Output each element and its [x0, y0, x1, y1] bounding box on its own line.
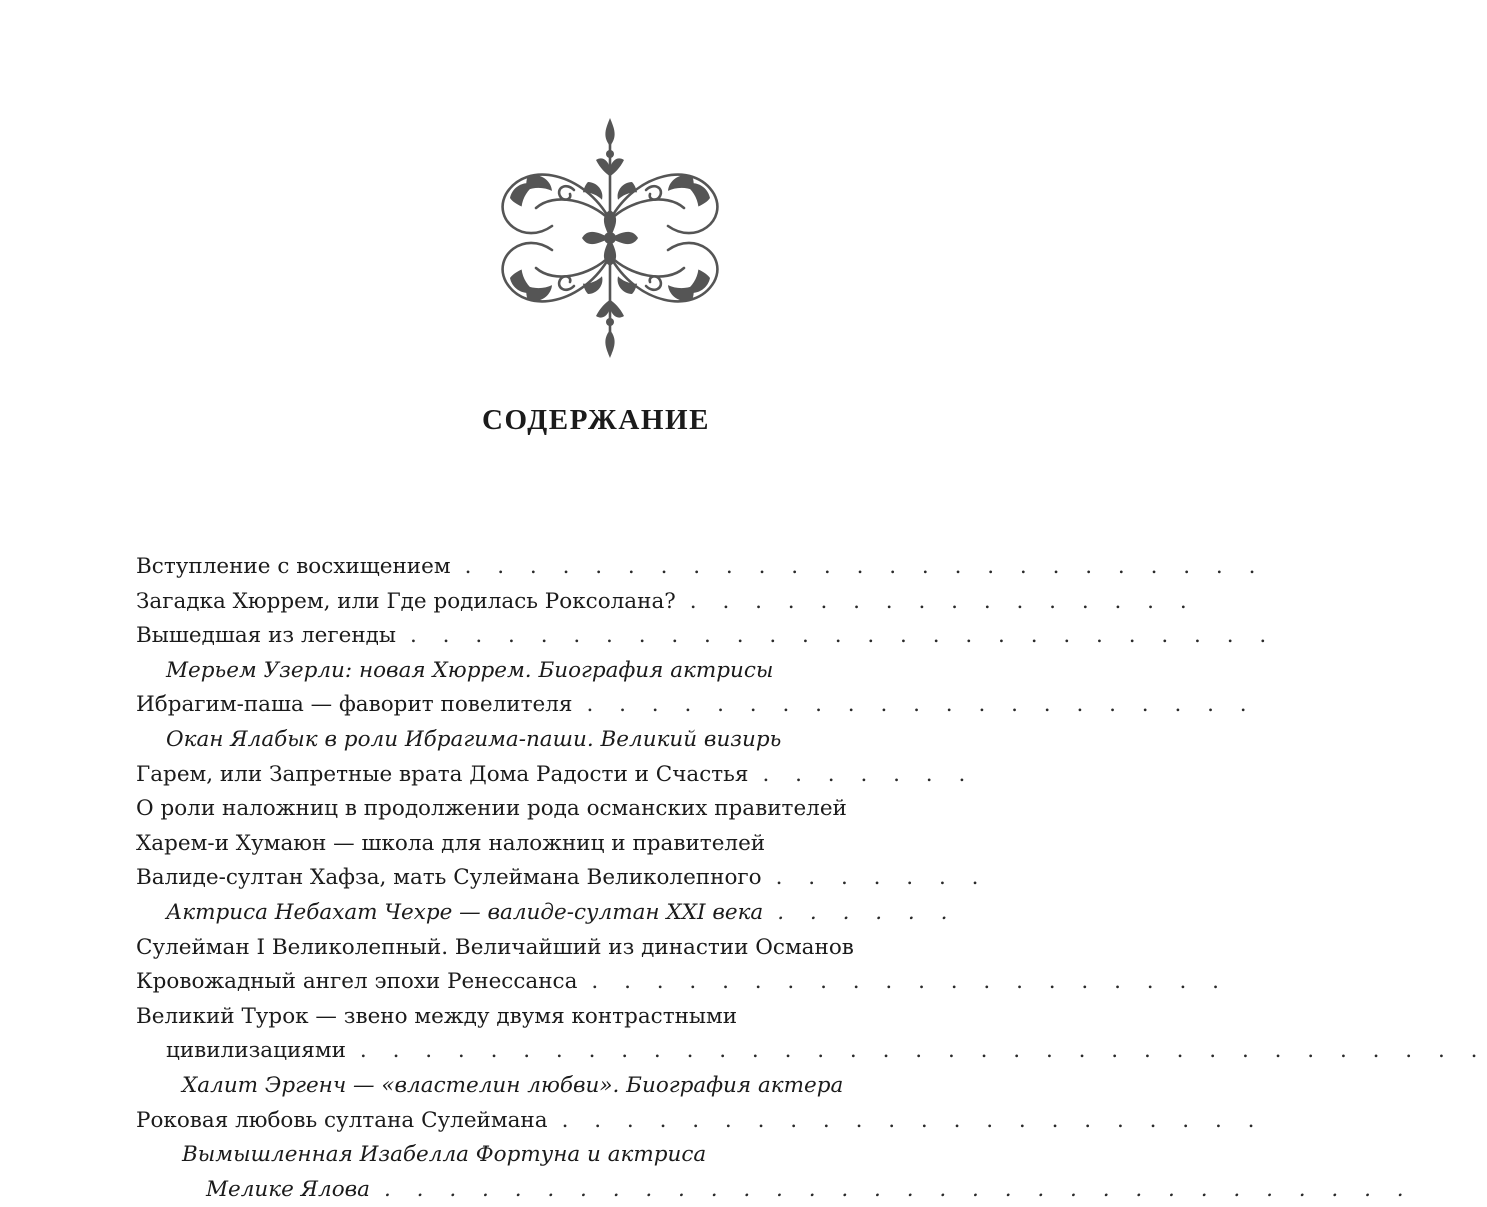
dot-leader: . . . . . . . . . . . . . . . .	[689, 588, 1197, 614]
dot-leader: . . . . . . . . . . . . . . . . . . . . . . . . . . . . . . . . . . .	[359, 1038, 1487, 1064]
toc-entry-title: Харем-и Хумаюн — школа для наложниц и правителей	[136, 830, 766, 856]
toc-entry[interactable]	[0, 1173, 1414, 1207]
toc-entry[interactable]	[0, 931, 900, 966]
dot-leader: . . . . . . . . . . . . . . . . . . . . . . . . . . .	[410, 623, 1276, 649]
toc-entry-title: Ибрагим-паша — фаворит повелителя	[136, 692, 573, 718]
dot-leader: . . . . . . .	[762, 761, 975, 787]
floral-ornament-icon	[492, 116, 728, 360]
toc-entry[interactable]	[0, 861, 988, 896]
toc-entry-title: Сулейман I Великолепный. Величайший из династии Османов	[136, 934, 854, 960]
toc-entry[interactable]	[0, 896, 957, 931]
toc-entry-title: Вышедшая из легенды	[136, 623, 397, 649]
toc-entry[interactable]	[0, 619, 1276, 654]
dot-leader: . . . . . . . . . . . . . . . . . . . . .	[586, 692, 1257, 718]
toc-entry-title: Окан Ялабык в роли Ибрагима-паши. Великий визирь	[166, 726, 782, 752]
toc-entry[interactable]	[0, 1000, 900, 1035]
toc-entry-title: Вымышленная Изабелла Фортуна и актриса	[182, 1142, 707, 1168]
table-of-contents	[0, 550, 1487, 1207]
dot-leader: . . . . . .	[777, 899, 957, 925]
toc-entry[interactable]	[0, 688, 1257, 723]
toc-entry[interactable]	[0, 1138, 900, 1173]
page-title: СОДЕРЖАНИЕ	[482, 404, 711, 436]
dot-leader: . . . . . . . . . . . . . . . . . . . . . . . . .	[464, 554, 1265, 579]
toc-entry-title: Актриса Небахат Чехре — валиде-султан XXI века	[166, 899, 764, 925]
toc-entry-title: Вступление с восхищением	[136, 554, 451, 579]
toc-entry-title: цивилизациями	[166, 1038, 346, 1064]
toc-entry[interactable]	[0, 792, 900, 827]
toc-entry-title: Халит Эргенч — «властелин любви». Биография актера	[182, 1072, 844, 1098]
toc-entry-title: О роли наложниц в продолжении рода османских правителей	[136, 796, 847, 822]
toc-entry-title: Великий Турок — звено между двумя контрастными	[136, 1003, 738, 1029]
toc-entry-title: Загадка Хюррем, или Где родилась Роксолана?	[136, 588, 676, 614]
toc-entry-title: Мелике Ялова	[206, 1176, 371, 1202]
toc-entry-title: Валиде-султан Хафза, мать Сулеймана Великолепного	[136, 865, 762, 891]
toc-entry-title: Гарем, или Запретные врата Дома Радости и Счастья	[136, 761, 749, 787]
toc-entry[interactable]	[0, 1069, 900, 1104]
dot-leader: . . . . . . .	[775, 865, 988, 891]
toc-entry[interactable]	[0, 1104, 1264, 1139]
toc-entry-title: Роковая любовь султана Сулеймана	[136, 1107, 548, 1133]
dot-leader: . . . . . . . . . . . . . . . . . . . . . .	[561, 1107, 1264, 1133]
toc-entry[interactable]	[0, 550, 1265, 585]
toc-entry[interactable]	[0, 723, 900, 758]
dot-leader: . . . . . . . . . . . . . . . . . . . .	[591, 969, 1229, 995]
toc-entry[interactable]	[0, 1034, 1487, 1069]
toc-entry[interactable]	[0, 827, 900, 862]
toc-entry-title: Кровожадный ангел эпохи Ренессанса	[136, 969, 578, 995]
toc-entry[interactable]	[0, 585, 1197, 620]
toc-entry[interactable]	[0, 965, 1229, 1000]
toc-entry-title: Мерьем Узерли: новая Хюррем. Биография актрисы	[166, 657, 774, 683]
toc-entry[interactable]	[0, 654, 900, 689]
toc-entry[interactable]	[0, 758, 975, 793]
dot-leader: . . . . . . . . . . . . . . . . . . . . . . . . . . . . . . . .	[384, 1176, 1414, 1202]
